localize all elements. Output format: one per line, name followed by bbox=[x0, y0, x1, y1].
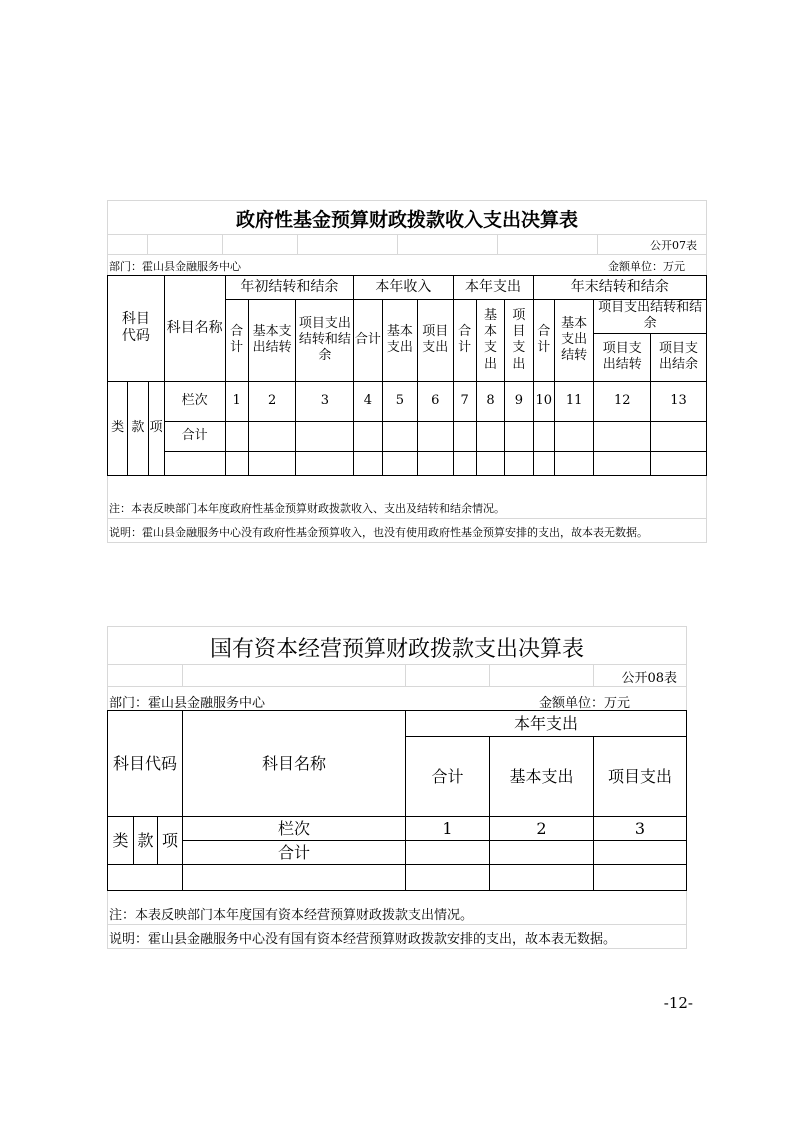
table1-explain: 说明：霍山县金融服务中心没有政府性基金预算收入，也没有使用政府性基金预算安排的支出，故本表无数据。 bbox=[109, 526, 648, 539]
table1-title: 政府性基金预算财政拨款收入支出决算表 bbox=[235, 209, 578, 231]
xiang-header: 项 bbox=[148, 381, 164, 475]
table1-note: 注：本表反映部门本年度政府性基金预算财政拨款收入、支出及结转和结余情况。 bbox=[109, 502, 505, 515]
table-cell bbox=[225, 451, 248, 475]
table-cell bbox=[594, 841, 687, 865]
column-number: 2 bbox=[248, 381, 296, 421]
table2-title: 国有资本经营预算财政拨款支出决算表 bbox=[209, 637, 584, 662]
page-number: -12- bbox=[663, 994, 693, 1012]
sheet-gridline bbox=[107, 686, 687, 687]
table1-form-no: 公开07表 bbox=[650, 239, 697, 252]
sheet-gridline bbox=[107, 518, 707, 519]
table-cell bbox=[554, 451, 594, 475]
table2-sheet bbox=[107, 626, 687, 951]
table-cell bbox=[183, 865, 406, 891]
expend-header: 本年支出 bbox=[406, 711, 687, 737]
name-header: 科目名称 bbox=[164, 276, 225, 382]
sheet-gridline bbox=[597, 234, 598, 254]
column-number: 13 bbox=[651, 381, 707, 421]
table-cell bbox=[594, 865, 687, 891]
expend-total-header: 合计 bbox=[406, 737, 490, 817]
table1-unit: 金额单位：万元 bbox=[608, 260, 685, 273]
table-cell bbox=[296, 451, 354, 475]
begin-basic-header: 基本支出结转 bbox=[248, 300, 296, 382]
sheet-gridline bbox=[107, 200, 707, 201]
sheet-gridline bbox=[107, 924, 687, 925]
table-cell bbox=[108, 865, 183, 891]
table-cell bbox=[594, 421, 651, 451]
table-cell bbox=[554, 421, 594, 451]
sheet-gridline bbox=[107, 542, 707, 543]
total-row-label: 合计 bbox=[183, 841, 406, 865]
sheet-gridline bbox=[397, 234, 398, 254]
total-row-label: 合计 bbox=[164, 421, 225, 451]
sheet-gridline bbox=[593, 664, 594, 686]
table-cell bbox=[354, 451, 382, 475]
sheet-gridline bbox=[182, 664, 183, 686]
column-number: 6 bbox=[418, 381, 453, 421]
end-total-header: 合计 bbox=[533, 300, 554, 382]
column-number: 3 bbox=[594, 817, 687, 841]
table-cell bbox=[248, 421, 296, 451]
sheet-gridline bbox=[107, 234, 707, 235]
begin-project-header: 项目支出结转和结余 bbox=[296, 300, 354, 382]
xiang-header: 项 bbox=[158, 817, 183, 865]
code-header: 科目代码 bbox=[108, 276, 165, 382]
table-cell bbox=[382, 421, 417, 451]
lanci-label: 栏次 bbox=[183, 817, 406, 841]
table-cell bbox=[164, 451, 225, 475]
income-header: 本年收入 bbox=[354, 276, 453, 300]
table2-explain: 说明：霍山县金融服务中心没有国有资本经营预算财政拨款安排的支出，故本表无数据。 bbox=[109, 932, 617, 947]
column-number: 4 bbox=[354, 381, 382, 421]
table-cell bbox=[533, 451, 554, 475]
table-cell bbox=[651, 451, 707, 475]
table-cell bbox=[505, 421, 533, 451]
column-number: 1 bbox=[225, 381, 248, 421]
income-basic-header: 基本支出 bbox=[382, 300, 417, 382]
begin-balance-header: 年初结转和结余 bbox=[225, 276, 354, 300]
end-basic-header: 基本支出结转 bbox=[554, 300, 594, 382]
table-cell bbox=[490, 865, 594, 891]
sheet-gridline bbox=[497, 234, 498, 254]
end-project-surplus-header: 项目支出结余 bbox=[651, 333, 707, 381]
end-project-carry-header: 项目支出结转 bbox=[594, 333, 651, 381]
expend-total-header: 合计 bbox=[453, 300, 476, 382]
expend-basic-header: 基本支出 bbox=[476, 300, 504, 382]
table2-grid bbox=[107, 710, 687, 891]
column-number: 12 bbox=[594, 381, 651, 421]
code-header: 科目代码 bbox=[108, 711, 183, 817]
lanci-label: 栏次 bbox=[164, 381, 225, 421]
table-cell bbox=[651, 421, 707, 451]
expend-project-header: 项目支出 bbox=[505, 300, 533, 382]
sheet-gridline bbox=[107, 626, 687, 627]
column-number: 5 bbox=[382, 381, 417, 421]
sheet-gridline bbox=[405, 664, 406, 686]
expend-header: 本年支出 bbox=[453, 276, 533, 300]
column-number: 11 bbox=[554, 381, 594, 421]
column-number: 1 bbox=[406, 817, 490, 841]
column-number: 7 bbox=[453, 381, 476, 421]
table-cell bbox=[406, 865, 490, 891]
table-cell bbox=[418, 451, 453, 475]
sheet-gridline bbox=[147, 234, 148, 254]
table-cell bbox=[533, 421, 554, 451]
column-number: 3 bbox=[296, 381, 354, 421]
table-cell bbox=[248, 451, 296, 475]
begin-total-header: 合计 bbox=[225, 300, 248, 382]
kuan-header: 款 bbox=[128, 381, 148, 475]
table1-sheet bbox=[107, 200, 707, 545]
column-number: 2 bbox=[490, 817, 594, 841]
table-cell bbox=[354, 421, 382, 451]
end-balance-header: 年末结转和结余 bbox=[533, 276, 706, 300]
column-number: 10 bbox=[533, 381, 554, 421]
table-cell bbox=[453, 421, 476, 451]
table-cell bbox=[594, 451, 651, 475]
end-project-header: 项目支出结转和结余 bbox=[594, 300, 707, 334]
table-cell bbox=[225, 421, 248, 451]
table2-note: 注：本表反映部门本年度国有资本经营预算财政拨款支出情况。 bbox=[109, 908, 474, 923]
column-number: 8 bbox=[476, 381, 504, 421]
income-total-header: 合计 bbox=[354, 300, 382, 382]
sheet-gridline bbox=[222, 234, 223, 254]
sheet-gridline bbox=[297, 234, 298, 254]
income-project-header: 项目支出 bbox=[418, 300, 453, 382]
table-cell bbox=[453, 451, 476, 475]
sheet-gridline bbox=[107, 664, 687, 665]
table-cell bbox=[406, 841, 490, 865]
table-cell bbox=[476, 451, 504, 475]
name-header: 科目名称 bbox=[183, 711, 406, 817]
table-cell bbox=[490, 841, 594, 865]
table-cell bbox=[476, 421, 504, 451]
table-cell bbox=[296, 421, 354, 451]
lei-header: 类 bbox=[108, 817, 134, 865]
table-cell bbox=[418, 421, 453, 451]
table1-dept: 部门：霍山县金融服务中心 bbox=[109, 260, 241, 273]
table2-form-no: 公开08表 bbox=[621, 671, 677, 686]
lei-header: 类 bbox=[108, 381, 128, 475]
table-cell bbox=[382, 451, 417, 475]
expend-project-header: 项目支出 bbox=[594, 737, 687, 817]
expend-basic-header: 基本支出 bbox=[490, 737, 594, 817]
sheet-gridline bbox=[107, 254, 707, 255]
table1-grid bbox=[107, 275, 707, 476]
table2-unit: 金额单位：万元 bbox=[538, 696, 630, 711]
table-cell bbox=[505, 451, 533, 475]
kuan-header: 款 bbox=[134, 817, 158, 865]
table2-dept: 部门：霍山县金融服务中心 bbox=[109, 696, 266, 711]
sheet-gridline bbox=[489, 664, 490, 686]
column-number: 9 bbox=[505, 381, 533, 421]
sheet-gridline bbox=[107, 948, 687, 949]
